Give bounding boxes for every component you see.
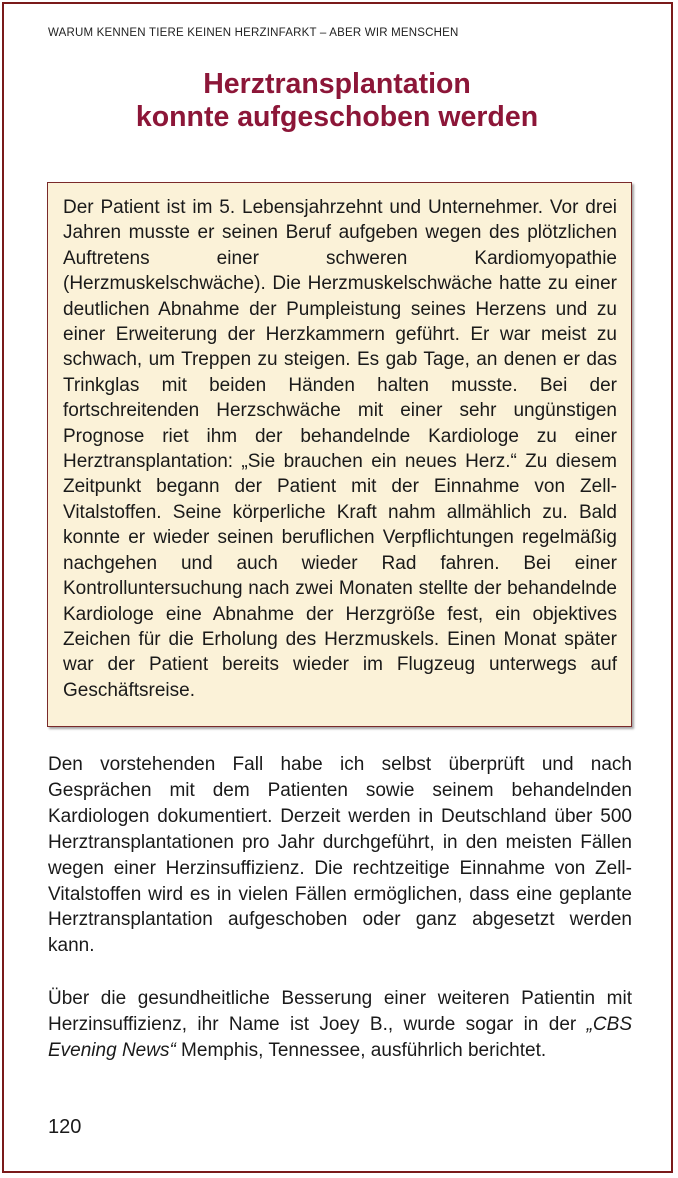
tv-show-title: „CBS Evening News“ bbox=[48, 1013, 632, 1061]
running-head: WARUM KENNEN TIERE KEINEN HERZINFARKT – ABER WIR MENSCHEN bbox=[48, 27, 459, 39]
chapter-title-line2: konnte aufgeschoben werden bbox=[135, 101, 539, 133]
body-paragraph-1: Den vorstehenden Fall habe ich selbst überprüft und nach Gesprächen mit dem Patienten sowie seinem behandelnden Kardiologen dokumentiert. Derzeit werden in Deutschland über 500 Herztransplantationen pro Jahr durchgeführt, in den meisten Fällen wegen einer Herzinsuffizienz. Die rechtzeitige Einnahme von Zell-Vitalstoffen wird es in vielen Fällen ermöglichen, dass eine geplante Herztransplantation aufgeschoben oder ganz abgesetzt werden kann. bbox=[48, 754, 632, 957]
case-report-text: Der Patient ist im 5. Lebensjahrzehnt und Unternehmer. Vor drei Jahren musste er seinen Beruf aufgeben wegen des plötzlichen Auftretens einer schweren Kardiomyopathie (Herzmuskelschwäche). Die Herzmuskelschwäche hatte zu einer deutlichen Abnahme der Pumpleistung seines Herzens und zu einer Erweiterung der Herzkammern geführt. Er war meist zu schwach, um Treppen zu steigen. Es gab Tage, an denen er das Trinkglas mit beiden Händen halten musste. Bei der fortschreitenden Herzschwäche mit einer sehr ungünstigen Prognose riet ihm der behandelnde Kardiologe zu einer Herztransplantation: „Sie brauchen ein neues Herz.“ Zu diesem Zeitpunkt begann der Patient mit der Einnahme von Zell-Vitalstoffen. Seine körperliche Kraft nahm allmählich zu. Bald konnte er wieder seinen beruflichen Verpflichtungen regelmäßig nachgehen und auch wieder Rad fahren. Bei einer Kontrolluntersuchung nach zwei Monaten stellte der behandelnde Kardiologe eine Abnahme der Herzgröße fest, ein objektives Zeichen für die Erholung des Herzmuskels. Einen Monat später war der Patient bereits wieder im Flugzeug unterwegs auf Geschäftsreise. bbox=[63, 197, 617, 701]
paragraph-2-text-end: Memphis, Tennessee, ausführlich berichtet. bbox=[175, 1039, 547, 1061]
chapter-title-line1: Herztransplantation bbox=[203, 68, 471, 100]
body-paragraph-2 bbox=[48, 986, 632, 1064]
case-report-box bbox=[47, 182, 632, 727]
paragraph-2-text-start: Über die gesundheitliche Besserung einer weiteren Patientin mit Herzinsuffizienz, ihr Name ist Joey B., wurde sogar in der bbox=[48, 988, 632, 1035]
page-number: 120 bbox=[48, 1116, 82, 1138]
